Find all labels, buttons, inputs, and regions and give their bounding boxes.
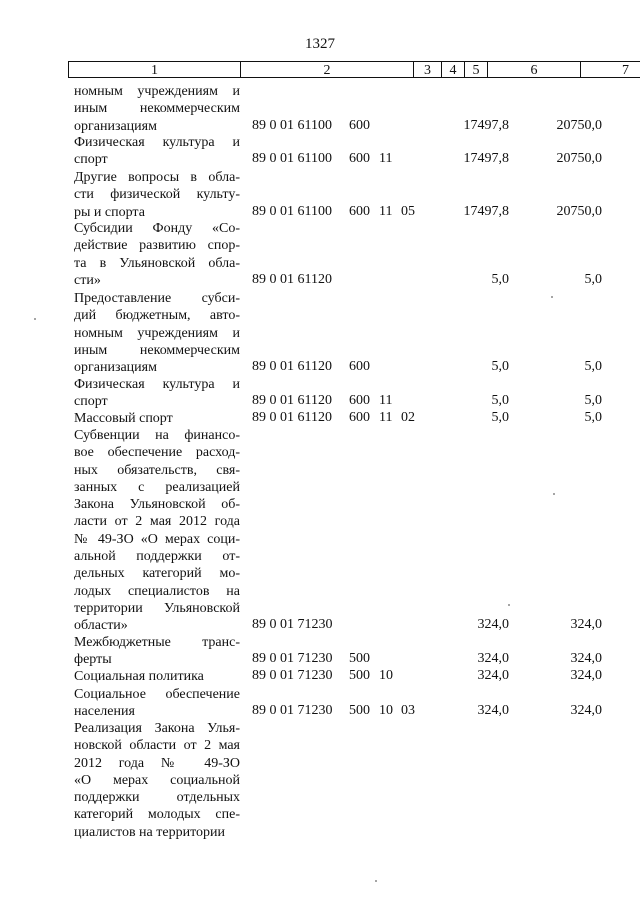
kbk-code: 89 0 01 71230: [252, 651, 333, 667]
expense-type: 600: [349, 117, 370, 133]
description-line: номным учреждениям и: [74, 84, 240, 99]
section: 11: [379, 393, 393, 409]
header-col-4: 4: [441, 61, 464, 78]
section: 11: [379, 410, 393, 425]
row-description: [74, 83, 240, 135]
description-line: Социальная политика: [74, 669, 204, 684]
header-col-7: 7: [580, 61, 640, 78]
expense-type: 500: [349, 668, 370, 683]
amount-col-7: 20750,0: [556, 203, 602, 219]
description-line: ры и спорта: [74, 204, 145, 220]
description-line: действие развитию спор-: [74, 238, 240, 254]
row-description: [74, 668, 240, 685]
description-line: ласти от 2 мая 2012 года: [74, 514, 240, 530]
page-number: 1327: [305, 36, 335, 52]
amount-col-6: 17497,8: [463, 117, 509, 133]
expense-type: 600: [349, 410, 370, 425]
scan-speck: [375, 880, 377, 882]
description-line: № 49-ЗО «О мерах соци-: [74, 531, 240, 547]
amount-col-6: 17497,8: [463, 151, 509, 167]
kbk-code: 89 0 01 61100: [252, 151, 332, 167]
amount-col-7: 324,0: [570, 668, 602, 683]
amount-col-7: 20750,0: [556, 151, 602, 167]
description-line: новской области от 2 мая: [74, 738, 240, 754]
kbk-code: 89 0 01 61120: [252, 271, 332, 287]
amount-col-7: 324,0: [570, 617, 602, 633]
section: 10: [379, 668, 393, 683]
amount-col-7: 324,0: [570, 703, 602, 719]
description-line: иным некоммерческим: [74, 101, 240, 117]
description-line: организациям: [74, 360, 157, 376]
description-line: сти»: [74, 272, 101, 288]
description-line: Массовый спорт: [74, 411, 173, 426]
amount-col-6: 5,0: [491, 393, 509, 409]
row-description: [74, 220, 240, 289]
description-line: Социальное обеспечение: [74, 687, 240, 702]
description-line: циалистов на территории: [74, 824, 226, 840]
row-description: [74, 634, 240, 669]
description-line: Предоставление субси-: [74, 291, 240, 306]
description-line: Субсидии Фонду «Со-: [74, 221, 240, 236]
description-line: Закона Ульяновской об-: [74, 497, 240, 513]
header-col-6: 6: [487, 61, 580, 78]
description-line: «О мерах социальной: [74, 772, 240, 788]
subsection: 03: [401, 703, 415, 719]
section: 11: [379, 203, 393, 219]
header-col-3: 3: [413, 61, 441, 78]
amount-col-7: 5,0: [584, 271, 602, 287]
amount-col-6: 324,0: [477, 703, 509, 719]
expense-type: 600: [349, 393, 370, 409]
kbk-code: 89 0 01 61120: [252, 410, 332, 425]
header-col-5: 5: [464, 61, 487, 78]
expense-type: 600: [349, 203, 370, 219]
section: 10: [379, 703, 393, 719]
description-line: Субвенции на финансо-: [74, 428, 240, 443]
description-line: Межбюджетные транс-: [74, 635, 240, 650]
description-line: лодых специалистов на: [74, 583, 240, 599]
description-line: Другие вопросы в обла-: [74, 170, 240, 185]
description-line: альной поддержки от-: [74, 549, 240, 565]
amount-col-7: 5,0: [584, 359, 602, 375]
row-description: [74, 720, 240, 841]
description-line: иным некоммерческим: [74, 342, 240, 358]
row-description: [74, 169, 240, 221]
description-line: сти физической культу-: [74, 187, 240, 203]
header-col-1: 1: [68, 61, 240, 78]
row-description: [74, 427, 240, 635]
description-line: спорт: [74, 152, 108, 168]
amount-col-6: 5,0: [491, 410, 509, 425]
description-line: номным учреждениям и: [74, 325, 240, 341]
scan-speck: [508, 604, 510, 606]
scan-speck: [551, 296, 553, 298]
kbk-code: 89 0 01 61120: [252, 393, 332, 409]
amount-col-7: 20750,0: [556, 117, 602, 133]
description-line: Реализация Закона Улья-: [74, 721, 240, 736]
row-description: [74, 134, 240, 169]
description-line: ферты: [74, 652, 112, 668]
kbk-code: 89 0 01 71230: [252, 617, 333, 633]
row-description: [74, 290, 240, 376]
description-line: поддержки отдельных: [74, 790, 240, 806]
subsection: 05: [401, 203, 415, 219]
kbk-code: 89 0 01 71230: [252, 668, 333, 683]
amount-col-6: 5,0: [491, 359, 509, 375]
row-description: [74, 376, 240, 411]
kbk-code: 89 0 01 71230: [252, 703, 333, 719]
kbk-code: 89 0 01 61100: [252, 203, 332, 219]
amount-col-6: 5,0: [491, 271, 509, 287]
description-line: области»: [74, 618, 128, 634]
expense-type: 600: [349, 359, 370, 375]
description-line: населения: [74, 704, 135, 720]
scan-speck: [34, 318, 36, 320]
description-line: спорт: [74, 394, 108, 410]
row-description: [74, 686, 240, 721]
description-line: категорий молодых спе-: [74, 807, 240, 823]
expense-type: 600: [349, 151, 370, 167]
row-description: [74, 410, 240, 427]
description-line: дельных категорий мо-: [74, 566, 240, 582]
description-line: Физическая культура и: [74, 377, 240, 392]
kbk-code: 89 0 01 61120: [252, 359, 332, 375]
description-line: территории Ульяновской: [74, 600, 240, 616]
description-line: занных с реализацией: [74, 479, 240, 495]
description-line: вое обеспечение расход-: [74, 445, 240, 461]
amount-col-6: 324,0: [477, 651, 509, 667]
description-line: 2012 года № 49-ЗО: [74, 755, 240, 771]
description-line: ных обязательств, свя-: [74, 462, 240, 478]
table-header: [68, 61, 629, 79]
description-line: Физическая культура и: [74, 135, 240, 150]
amount-col-6: 324,0: [477, 617, 509, 633]
amount-col-7: 5,0: [584, 410, 602, 425]
kbk-code: 89 0 01 61100: [252, 117, 332, 133]
header-col-2: 2: [240, 61, 413, 78]
amount-col-6: 324,0: [477, 668, 509, 683]
expense-type: 500: [349, 651, 370, 667]
description-line: та в Ульяновской обла-: [74, 255, 240, 271]
expense-type: 500: [349, 703, 370, 719]
amount-col-6: 17497,8: [463, 203, 509, 219]
amount-col-7: 5,0: [584, 393, 602, 409]
description-line: дий бюджетным, авто-: [74, 308, 240, 324]
section: 11: [379, 151, 393, 167]
amount-col-7: 324,0: [570, 651, 602, 667]
subsection: 02: [401, 410, 415, 425]
scan-speck: [553, 493, 555, 495]
description-line: организациям: [74, 118, 157, 134]
